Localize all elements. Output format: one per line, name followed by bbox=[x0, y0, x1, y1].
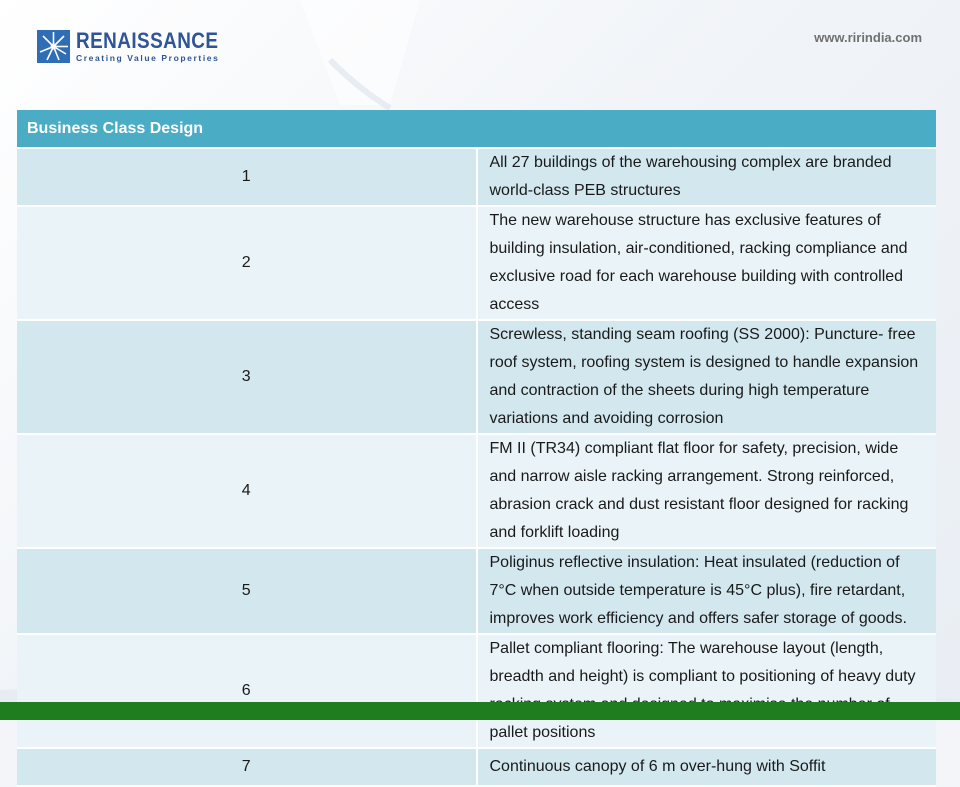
row-number: 4 bbox=[17, 434, 477, 548]
row-text: The new warehouse structure has exclusive features of building insulation, air-conditioned, racking compliance and exclusive road for each warehouse building with controlled access bbox=[477, 206, 937, 320]
table-header: Business Class Design bbox=[17, 110, 936, 148]
row-number: 3 bbox=[17, 320, 477, 434]
features-table bbox=[17, 110, 936, 787]
features-table-container bbox=[17, 110, 936, 787]
table-row bbox=[17, 748, 936, 786]
row-text: Continuous canopy of 6 m over-hung with Soffit bbox=[477, 748, 937, 786]
table-header-row bbox=[17, 110, 936, 148]
row-number: 6 bbox=[17, 634, 477, 748]
row-text: Pallet compliant flooring: The warehouse layout (length, breadth and height) is compliant to positioning of heavy duty pallet positions bbox=[477, 634, 937, 748]
table-row bbox=[17, 206, 936, 320]
table-row bbox=[17, 320, 936, 434]
footer-bar bbox=[0, 702, 960, 720]
starburst-logo-icon bbox=[37, 30, 70, 63]
brand-name: RENAISSANCE bbox=[76, 27, 219, 53]
row-text: Poliginus reflective insulation: Heat insulated (reduction of 7°C when outside temperature is 45°C plus), fire retardant, improves work efficiency and offers safer storage of goods. bbox=[477, 548, 937, 634]
row-text: All 27 buildings of the warehousing complex are branded world-class PEB structures bbox=[477, 148, 937, 206]
table-row bbox=[17, 148, 936, 206]
table-row bbox=[17, 634, 936, 748]
row-text: Screwless, standing seam roofing (SS 2000): Puncture- free roof system, roofing system is designed to handle expansion and contraction of the sheets during high temperature variations and avoiding corrosion bbox=[477, 320, 937, 434]
brand-tagline: Creating Value Properties bbox=[76, 52, 220, 63]
row-text: FM II (TR34) compliant flat floor for safety, precision, wide and narrow aisle racking arrangement. Strong reinforced, abrasion crack and dust resistant floor designed for racking and forklift loading bbox=[477, 434, 937, 548]
table-row bbox=[17, 434, 936, 548]
table-row bbox=[17, 548, 936, 634]
website-url: www.ririndia.com bbox=[814, 30, 922, 45]
company-logo bbox=[37, 28, 242, 64]
row-number: 7 bbox=[17, 748, 477, 786]
row-number: 2 bbox=[17, 206, 477, 320]
row-number: 5 bbox=[17, 548, 477, 634]
row-number: 1 bbox=[17, 148, 477, 206]
